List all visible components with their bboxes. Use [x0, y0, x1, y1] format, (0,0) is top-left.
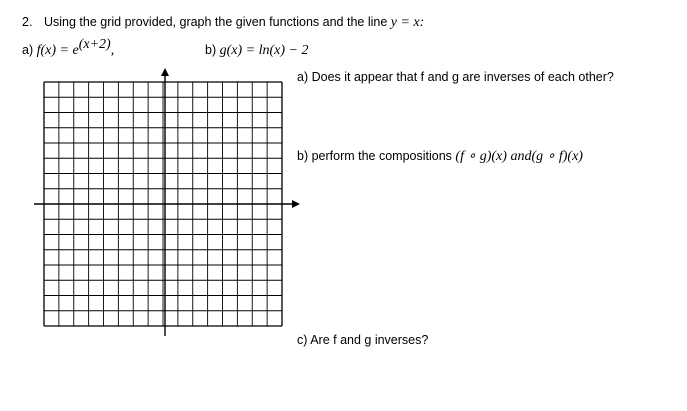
instruction-prefix: Using the grid provided, graph the given functions and the line: [44, 15, 388, 29]
x-axis-arrow-icon: [292, 200, 300, 208]
part-a-exponent: (x+2): [78, 37, 111, 52]
question-c: c) Are f and g inverses?: [297, 333, 429, 347]
y-axis-arrow-icon: [161, 68, 169, 76]
part-a-expr: f(x) = e: [36, 43, 79, 58]
problem-number: 2.: [22, 15, 33, 29]
part-b-expr: g(x) = ln(x) − 2: [219, 43, 309, 58]
question-a: a) Does it appear that f and g are inverses of each other?: [297, 70, 614, 84]
question-b-prefix: b) perform the compositions: [297, 149, 452, 163]
part-a-tail: ,: [110, 43, 115, 58]
instruction-math: y = x:: [390, 15, 425, 30]
question-b-math: (f ∘ g)(x) and(g ∘ f)(x): [455, 149, 583, 164]
part-b-label: b): [205, 43, 217, 57]
part-a-label: a): [22, 43, 34, 57]
